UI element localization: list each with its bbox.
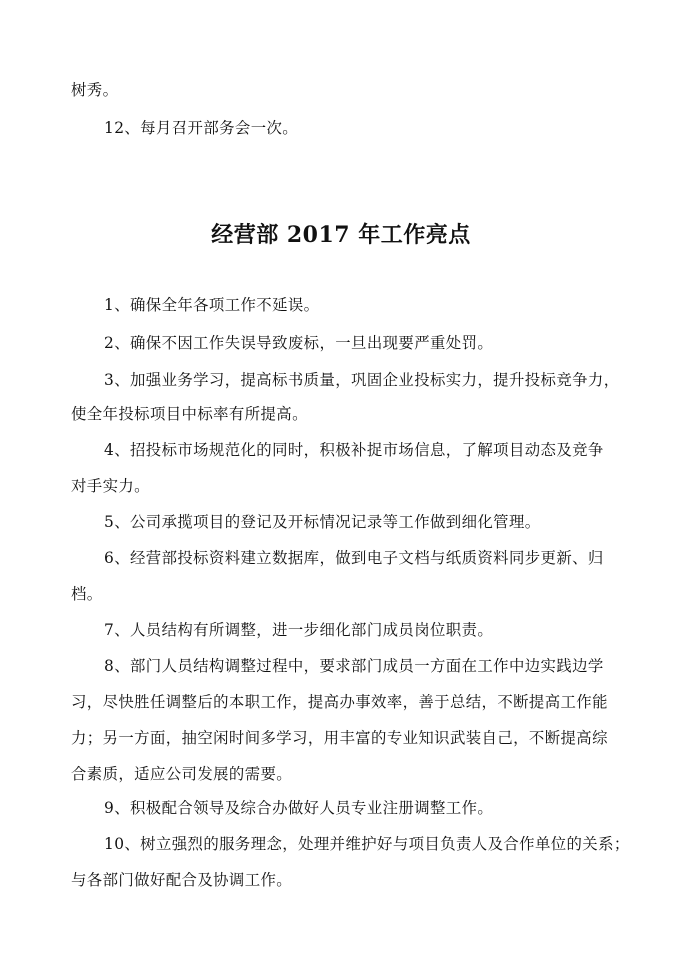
- list-item-6-line-2: 档。: [71, 585, 103, 603]
- list-item-6-line-1: 6、经营部投标资料建立数据库，做到电子文档与纸质资料同步更新、归: [104, 549, 604, 567]
- list-item-4-line-2: 对手实力。: [71, 477, 150, 495]
- continuation-line: 树秀。: [71, 81, 119, 99]
- list-item-8-line-3: 力；另一方面，抽空闲时间多学习，用丰富的专业知识武装自己，不断提高综: [71, 729, 608, 747]
- list-item-12: 12、每月召开部务会一次。: [104, 119, 299, 137]
- list-item-3-line-2: 使全年投标项目中标率有所提高。: [71, 405, 308, 423]
- list-item-10-line-1: 10、树立强烈的服务理念，处理并维护好与项目负责人及合作单位的关系；: [104, 835, 630, 853]
- list-item-8-line-2: 习，尽快胜任调整后的本职工作，提高办事效率，善于总结，不断提高工作能: [71, 693, 608, 711]
- list-item-8-line-1: 8、部门人员结构调整过程中，要求部门成员一方面在工作中边实践边学: [104, 657, 604, 675]
- list-item-2: 2、确保不因工作失误导致废标，一旦出现要严重处罚。: [104, 334, 494, 352]
- list-item-1: 1、确保全年各项工作不延误。: [104, 296, 320, 314]
- list-item-7: 7、人员结构有所调整，进一步细化部门成员岗位职责。: [104, 621, 494, 639]
- list-item-9: 9、积极配合领导及综合办做好人员专业注册调整工作。: [104, 799, 494, 817]
- list-item-8-line-4: 合素质，适应公司发展的需要。: [71, 765, 293, 783]
- list-item-5: 5、公司承揽项目的登记及开标情况记录等工作做到细化管理。: [104, 513, 541, 531]
- list-item-3-line-1: 3、加强业务学习，提高标书质量，巩固企业投标实力，提升投标竞争力，: [104, 371, 620, 389]
- list-item-10-line-2: 与各部门做好配合及协调工作。: [71, 871, 293, 889]
- section-title: 经营部 2017 年工作亮点: [211, 222, 471, 248]
- list-item-4-line-1: 4、招投标市场规范化的同时，积极补捉市场信息，了解项目动态及竞争: [104, 441, 604, 459]
